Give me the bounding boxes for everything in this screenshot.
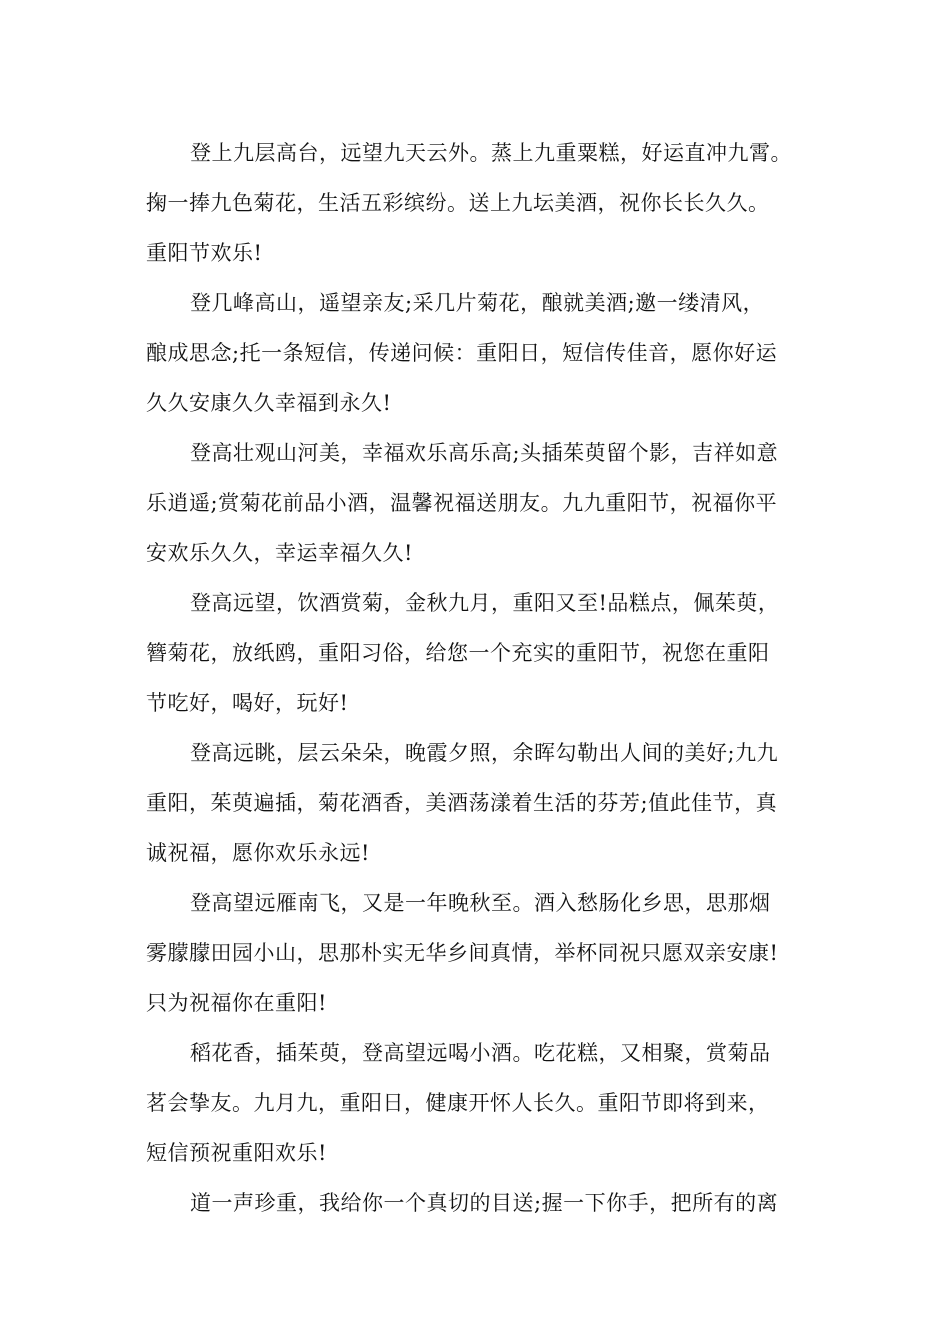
text-line: 簪菊花，放纸鸥，重阳习俗，给您一个充实的重阳节，祝您在重阳 [146,641,770,665]
text-line: 稻花香，插茱萸，登高望远喝小酒。吃花糕，又相聚，赏菊品 [190,1041,771,1065]
text-line: 登高远眺，层云朵朵，晚霞夕照，余晖勾勒出人间的美好;九九 [190,741,779,765]
text-line: 只为祝福你在重阳! [146,991,327,1015]
paragraph-8 [146,1178,806,1228]
paragraph-5 [146,728,806,878]
text-line: 重阳，茱萸遍插，菊花酒香，美酒荡漾着生活的芬芳;值此佳节，真 [146,791,778,815]
text-line: 登高远望，饮酒赏菊，金秋九月，重阳又至!品糕点，佩茱萸， [190,591,780,615]
paragraph-7 [146,1028,806,1178]
paragraph-6 [146,878,806,1028]
text-line: 雾朦朦田园小山，思那朴实无华乡间真情，举杯同祝只愿双亲安康! [146,941,779,965]
paragraph-3 [146,428,806,578]
text-line: 酿成思念;托一条短信，传递问候：重阳日，短信传佳音，愿你好运 [146,341,778,365]
text-line: 掬一捧九色菊花，生活五彩缤纷。送上九坛美酒，祝你长长久久。 [146,191,770,215]
text-line: 道一声珍重，我给你一个真切的目送;握一下你手，把所有的离 [190,1191,779,1215]
text-line: 登高壮观山河美，幸福欢乐高乐高;头插茱萸留个影，吉祥如意 [190,441,779,465]
text-line: 登几峰高山，遥望亲友;采几片菊花，酿就美酒;邀一缕清风， [190,291,765,315]
text-line: 重阳节欢乐! [146,241,263,265]
text-line: 短信预祝重阳欢乐! [146,1141,327,1165]
text-line: 茗会挚友。九月九，重阳日，健康开怀人长久。重阳节即将到来， [146,1091,770,1115]
text-line: 诚祝福，愿你欢乐永远! [146,841,370,865]
paragraph-1 [146,128,806,278]
text-line: 节吃好，喝好，玩好! [146,691,349,715]
text-line: 乐逍遥;赏菊花前品小酒，温馨祝福送朋友。九九重阳节，祝福你平 [146,491,778,515]
text-line: 登高望远雁南飞，又是一年晚秋至。酒入愁肠化乡思，思那烟 [190,891,771,915]
text-line: 安欢乐久久，幸运幸福久久! [146,541,413,565]
text-line: 登上九层高台，远望九天云外。蒸上九重粟糕，好运直冲九霄。 [190,141,792,165]
paragraph-2 [146,278,806,428]
text-line: 久久安康久久幸福到永久! [146,391,392,415]
paragraph-4 [146,578,806,728]
document-body [146,128,806,1228]
